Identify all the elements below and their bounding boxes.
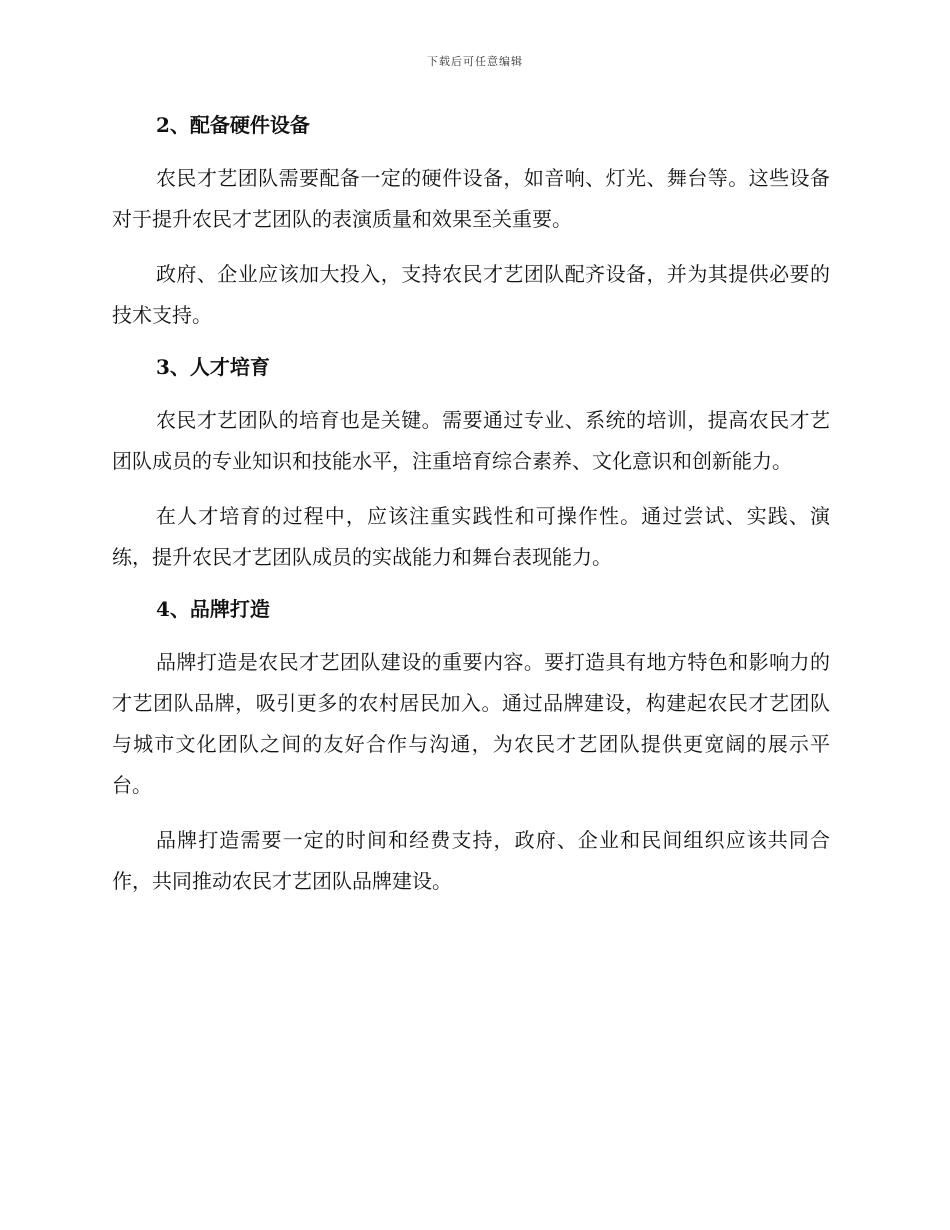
section-talent-cultivation [112, 350, 830, 578]
document-body [112, 108, 830, 916]
paragraph: 品牌打造需要一定的时间和经费支持，政府、企业和民间组织应该共同合作，共同推动农民才艺团队品牌建设。 [112, 828, 830, 893]
paragraph: 政府、企业应该加大投入，支持农民才艺团队配齐设备，并为其提供必要的技术支持。 [112, 262, 830, 327]
page-header: 下载后可任意编辑 [427, 55, 523, 68]
paragraph: 品牌打造是农民才艺团队建设的重要内容。要打造具有地方特色和影响力的才艺团队品牌，吸引更多的农村居民加入。通过品牌建设，构建起农民才艺团队与城市文化团队之间的友好合作与沟通，为农民才艺团队提供更宽阔的展示平台。 [112, 650, 830, 797]
section-heading: 2、配备硬件设备 [156, 113, 310, 137]
paragraph: 在人才培育的过程中，应该注重实践性和可操作性。通过尝试、实践、演练，提升农民才艺团队成员的实战能力和舞台表现能力。 [112, 504, 830, 569]
section-heading: 4、品牌打造 [156, 597, 270, 621]
section-brand-building [112, 592, 830, 902]
section-hardware-equipment [112, 108, 830, 336]
section-heading: 3、人才培育 [156, 355, 270, 379]
paragraph: 农民才艺团队的培育也是关键。需要通过专业、系统的培训，提高农民才艺团队成员的专业知识和技能水平，注重培育综合素养、文化意识和创新能力。 [112, 408, 830, 473]
paragraph: 农民才艺团队需要配备一定的硬件设备，如音响、灯光、舞台等。这些设备对于提升农民才艺团队的表演质量和效果至关重要。 [112, 166, 830, 231]
